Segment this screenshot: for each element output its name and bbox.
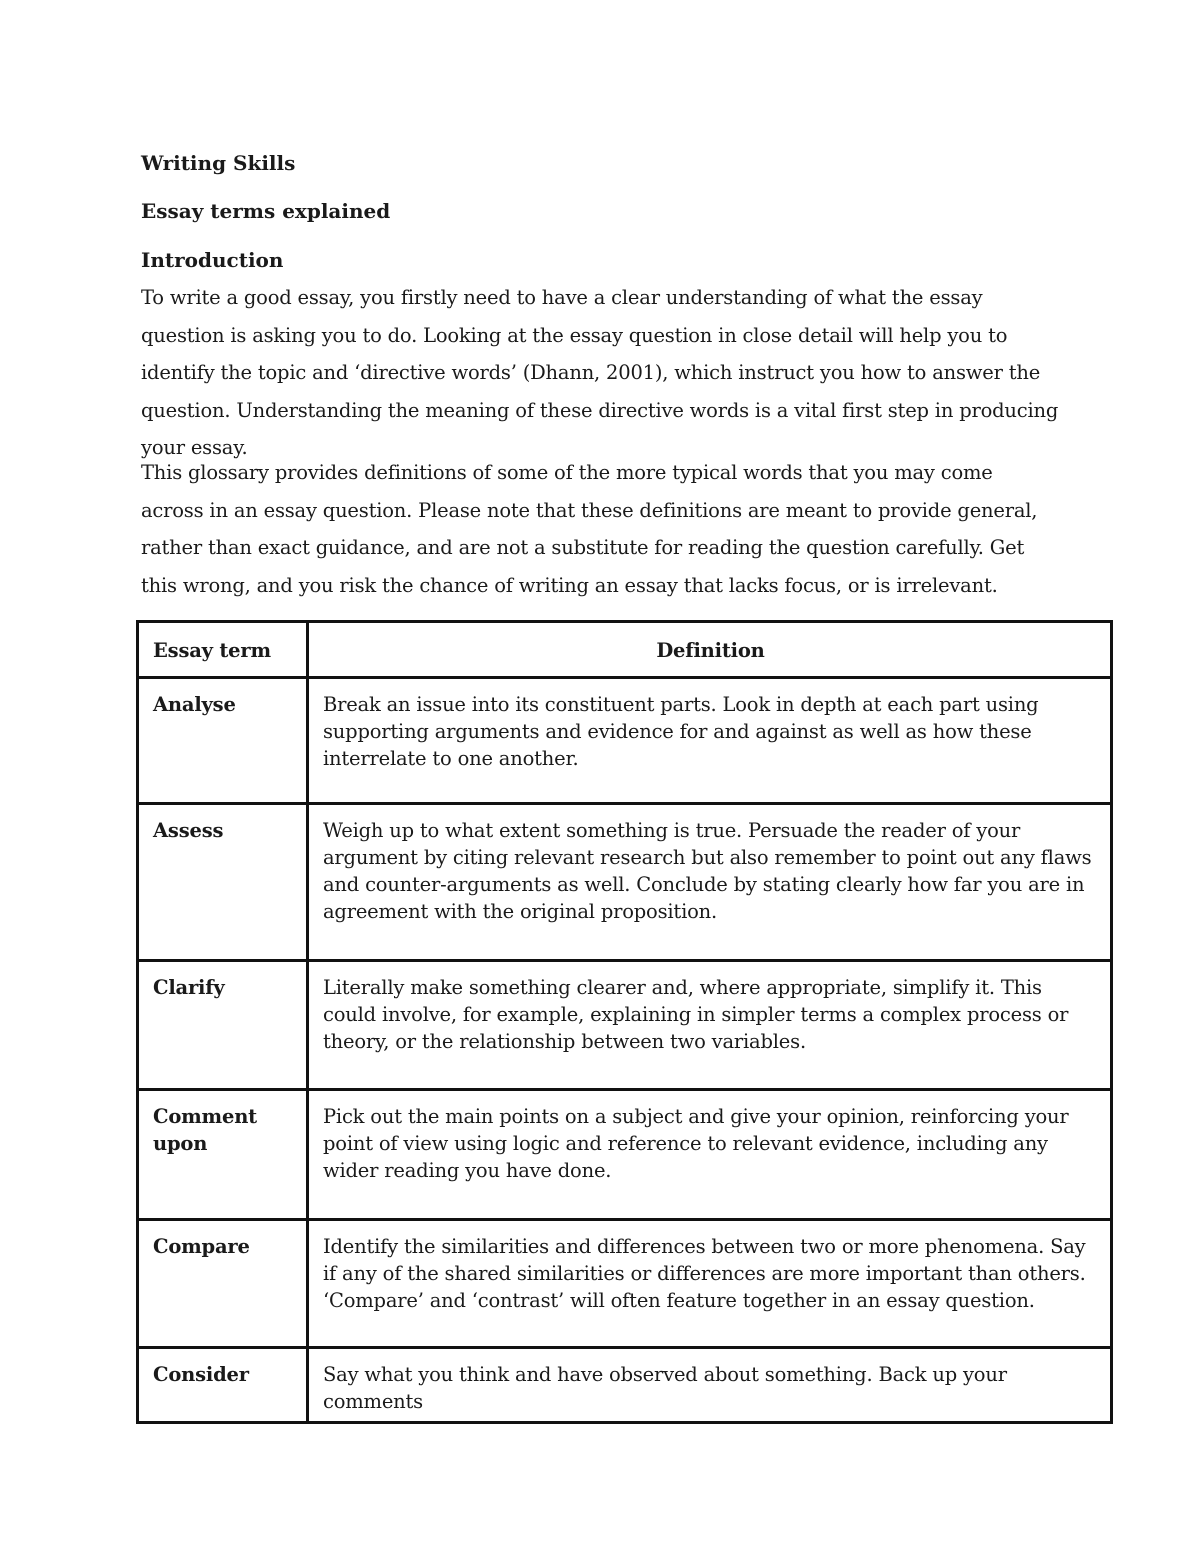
- table-header-row: [138, 622, 1112, 678]
- term-cell: Consider: [138, 1348, 308, 1423]
- table-row: [138, 1220, 1112, 1348]
- definition-cell: Identify the similarities and differences between two or more phenomena. Say if any of the shared similarities or differences are more important than others. ‘Compare’ and ‘contrast’ will often feature together in an essay question.: [308, 1220, 1112, 1348]
- definition-cell: Pick out the main points on a subject and give your opinion, reinforcing your point of view using logic and reference to relevant evidence, including any wider reading you have done.: [308, 1090, 1112, 1220]
- term-cell: Analyse: [138, 678, 308, 804]
- document-subtitle: Essay terms explained: [141, 199, 391, 223]
- definition-cell: Literally make something clearer and, where appropriate, simplify it. This could involve, for example, explaining in simpler terms a complex process or theory, or the relationship between two variables.: [308, 961, 1112, 1090]
- header-essay-term: Essay term: [138, 622, 308, 678]
- section-heading-introduction: Introduction: [141, 248, 284, 272]
- intro-paragraph: To write a good essay, you firstly need to have a clear understanding of what the essay question is asking you to do. Looking at the essay question in close detail will help you to identify the topic and ‘directive words’ (Dhann, 2001), which instruct you how to answer the question. Understanding the meaning of these directive words is a vital first step in producing your essay.: [141, 286, 1059, 459]
- definition-cell: Break an issue into its constituent parts. Look in depth at each part using supporting arguments and evidence for and against as well as how these interrelate to one another.: [308, 678, 1112, 804]
- table-row: [138, 678, 1112, 804]
- term-cell: Clarify: [138, 961, 308, 1090]
- glossary-paragraph: This glossary provides definitions of some of the more typical words that you may come across in an essay question. Please note that these definitions are meant to provide general, rather than exact guidance, and are not a substitute for reading the question carefully. Get this wrong, and you risk the chance of writing an essay that lacks focus, or is irrelevant.: [141, 461, 1038, 597]
- table-row: [138, 961, 1112, 1090]
- table-row: [138, 1090, 1112, 1220]
- table-row: [138, 804, 1112, 961]
- term-cell: Assess: [138, 804, 308, 961]
- table-row: [138, 1348, 1112, 1423]
- term-cell: Comment upon: [138, 1090, 308, 1220]
- document-title: Writing Skills: [141, 151, 296, 175]
- essay-terms-table: [136, 620, 1113, 1424]
- header-definition: Definition: [308, 622, 1112, 678]
- term-cell: Compare: [138, 1220, 308, 1348]
- definition-cell: Weigh up to what extent something is true. Persuade the reader of your argument by citing relevant research but also remember to point out any flaws and counter-arguments as well. Conclude by stating clearly how far you are in agreement with the original proposition.: [308, 804, 1112, 961]
- definition-cell: Say what you think and have observed about something. Back up your comments: [308, 1348, 1112, 1423]
